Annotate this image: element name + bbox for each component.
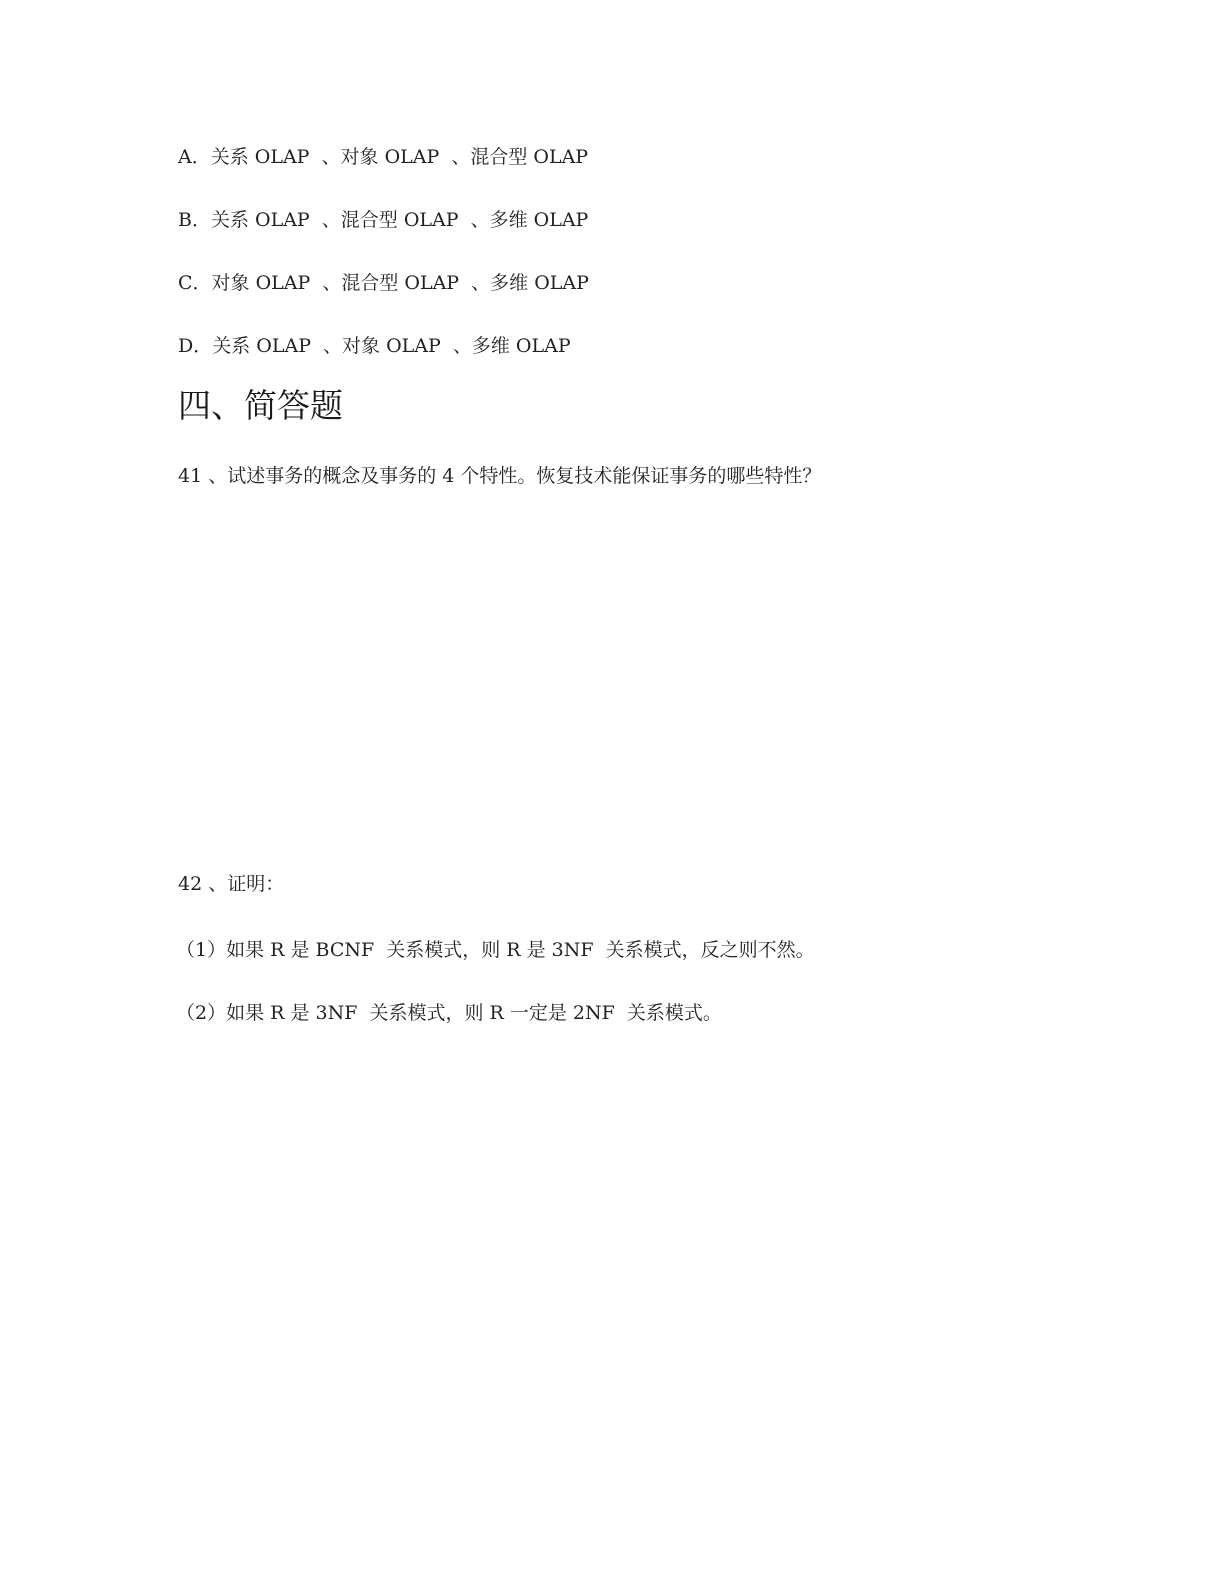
question-41: 41 、试述事务的概念及事务的 4 个特性。恢复技术能保证事务的哪些特性？ [178,465,822,487]
question-42-title: 42 、证明： [178,873,285,895]
option-b: B．关系 OLAP 、混合型 OLAP 、多维 OLAP [178,209,589,231]
option-a: A．关系 OLAP 、对象 OLAP 、混合型 OLAP [178,146,589,168]
option-c: C．对象 OLAP 、混合型 OLAP 、多维 OLAP [178,272,589,294]
question-42-part-2: （2）如果 R 是 3NF 关系模式，则 R 一定是 2NF 关系模式。 [176,1002,722,1024]
section-heading: 四、简答题 [178,386,343,425]
question-42-part-1: （1）如果 R 是 BCNF 关系模式，则 R 是 3NF 关系模式，反之则不然。 [176,939,815,961]
option-d: D．关系 OLAP 、对象 OLAP 、多维 OLAP [178,335,571,357]
